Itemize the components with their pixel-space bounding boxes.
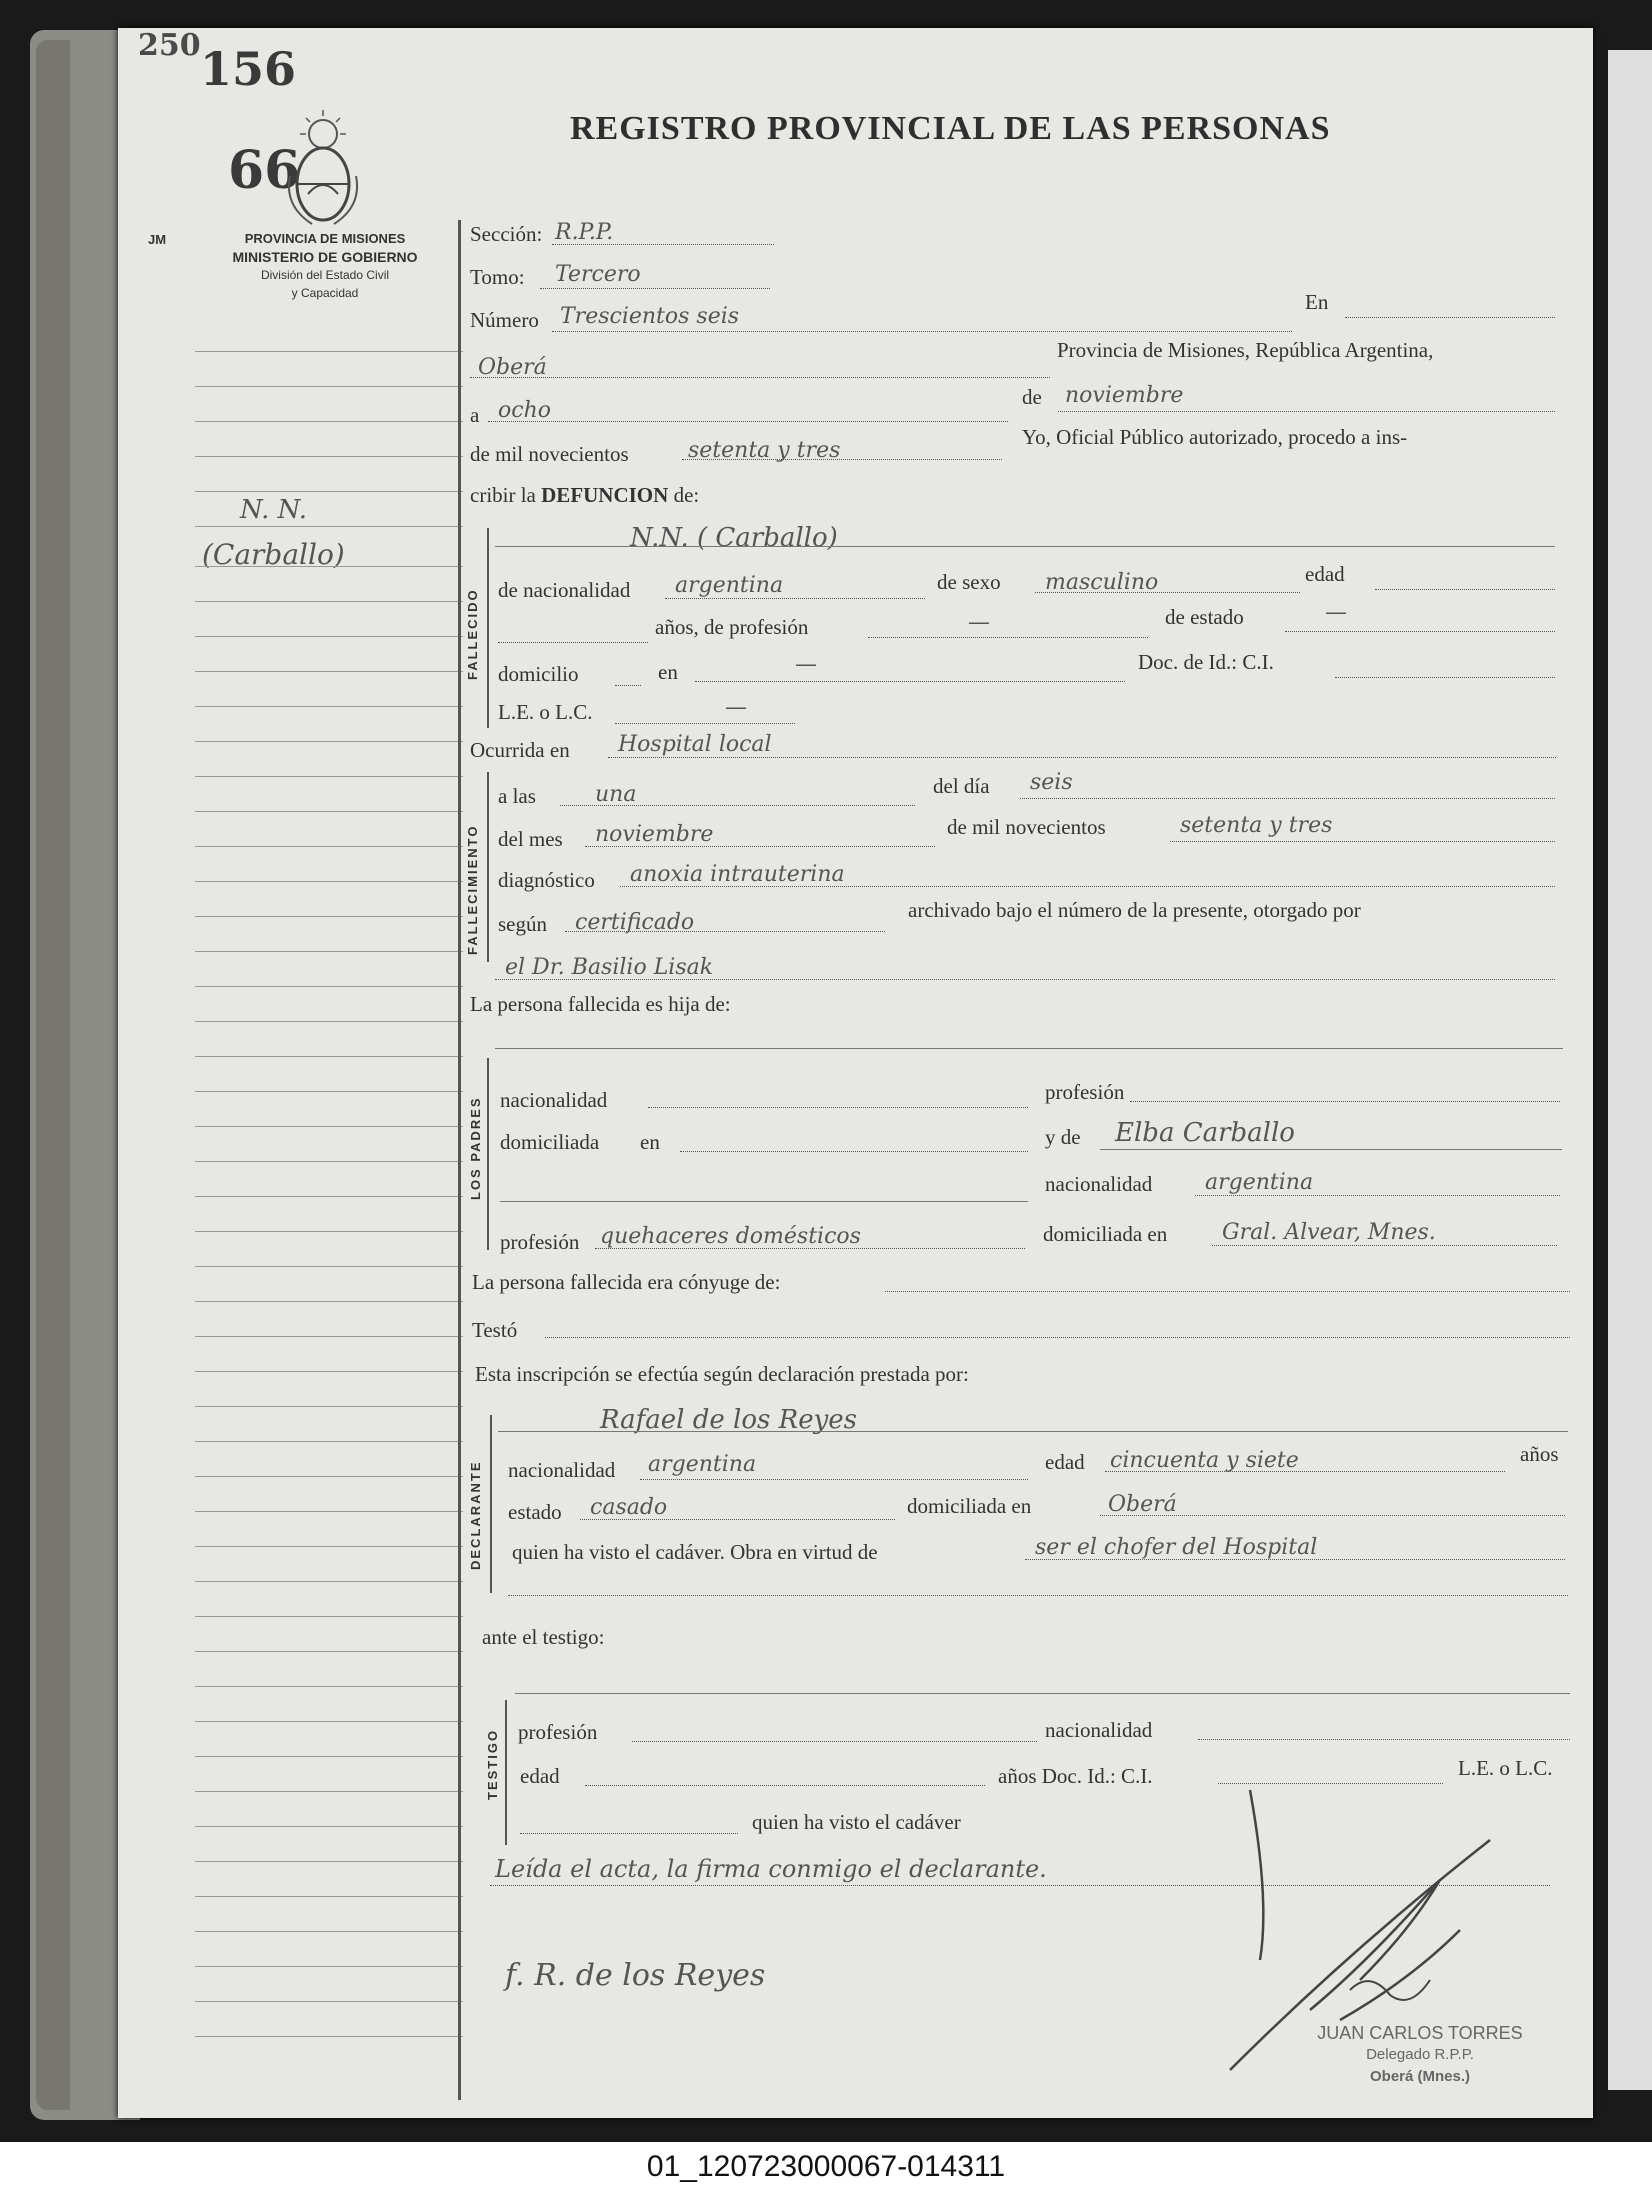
testigo-nacionalidad-label: nacionalidad <box>1045 1718 1153 1742</box>
stamp-line1: JUAN CARLOS TORRES <box>1317 2023 1523 2043</box>
declarante-edad-label: edad <box>1045 1450 1085 1474</box>
madre-value: Elba Carballo <box>1115 1118 1295 1148</box>
fallecido-nacionalidad-label: de nacionalidad <box>498 578 631 602</box>
year-value: setenta y tres <box>688 438 841 463</box>
declarante-domiciliada-value: Oberá <box>1108 1492 1177 1517</box>
fallecido-doc-label: Doc. de Id.: C.I. <box>1138 650 1274 674</box>
ministry-line3: División del Estado Civil <box>260 268 390 282</box>
month-value: noviembre <box>1065 383 1184 408</box>
declarante-side-label: DECLARANTE <box>468 1460 483 1570</box>
fallecido-name-value: N.N. ( Carballo) <box>630 523 838 553</box>
footer-id: 01_120723000067-014311 <box>646 2150 1006 2183</box>
margin-divider <box>458 220 461 2100</box>
stamp-line3: Oberá (Mnes.) <box>1369 2068 1471 2085</box>
place-value: Oberá <box>478 355 547 380</box>
testigo-profesion-label: profesión <box>518 1720 598 1744</box>
anio-label: de mil novecientos <box>947 815 1106 839</box>
fallecido-le-value: — <box>725 695 747 720</box>
anio-value: setenta y tres <box>1180 813 1333 838</box>
official-text: Yo, Oficial Público autorizado, procedo a ins- <box>1022 425 1408 449</box>
numero-label: Número <box>470 308 539 332</box>
madre-nacionalidad-value: argentina <box>1205 1170 1314 1195</box>
declarante-nacionalidad-value: argentina <box>648 1452 757 1477</box>
de-label: de <box>1022 385 1042 409</box>
testigo-anos-doc-label: años Doc. Id.: C.I. <box>998 1764 1153 1788</box>
adjacent-page-edge <box>1608 50 1652 2090</box>
conyuge-label: La persona fallecida era cónyuge de: <box>472 1270 781 1294</box>
declarante-name-value: Rafael de los Reyes <box>600 1405 858 1435</box>
padre-profesion-label: profesión <box>1045 1080 1125 1104</box>
tomo-label: Tomo: <box>470 265 525 289</box>
en-label: En <box>1305 290 1329 314</box>
diag-label: diagnóstico <box>498 868 595 892</box>
segun-value: certificado <box>575 910 695 935</box>
book-spine <box>36 40 70 2110</box>
corner-number: 156 <box>200 42 297 96</box>
declarante-visto-value: ser el chofer del Hospital <box>1035 1535 1318 1560</box>
defuncion-label: DEFUNCION <box>541 483 669 507</box>
stamp-line2: Delegado R.P.P. <box>1366 2046 1474 2063</box>
declarante-anos-label: años <box>1520 1442 1559 1466</box>
fallecido-anos-label: años, de profesión <box>655 615 809 639</box>
declarante-domiciliada-label: domiciliada en <box>907 1494 1032 1518</box>
declarante-estado-label: estado <box>508 1500 562 1524</box>
fallecido-estado-label: de estado <box>1165 605 1244 629</box>
madre-domiciliada-value: Gral. Alvear, Mnes. <box>1222 1220 1436 1245</box>
testigo-le-label: L.E. o L.C. <box>1458 1756 1553 1780</box>
numero-value: Trescientos seis <box>560 304 740 329</box>
fallecido-sexo-value: masculino <box>1045 570 1159 595</box>
ante-testigo-label: ante el testigo: <box>482 1625 605 1649</box>
fallecido-domicilio-label: domicilio <box>498 662 579 686</box>
seccion-label: Sección: <box>470 222 543 246</box>
fallecido-estado-value: — <box>1325 600 1347 625</box>
inscribir-end: de: <box>673 483 700 507</box>
yde-label: y de <box>1045 1125 1081 1149</box>
mes-value: noviembre <box>595 822 714 847</box>
ocurrida-label: Ocurrida en <box>470 738 570 762</box>
fallecido-side-label: FALLECIDO <box>465 588 480 680</box>
madre-profesion-label: profesión <box>500 1230 580 1254</box>
corner-overwrite: 250 <box>138 28 201 63</box>
padre-en-label: en <box>640 1130 660 1154</box>
fallecido-profesion-value: — <box>968 610 990 635</box>
fallecido-edad-label: edad <box>1305 562 1345 586</box>
testigo-visto-label: quien ha visto el cadáver <box>752 1810 961 1834</box>
edge-mark: JM <box>148 232 167 247</box>
declarante-edad-value: cincuenta y siete <box>1110 1448 1299 1473</box>
seccion-value: R.P.P. <box>555 220 614 245</box>
inscribir-label: cribir la <box>470 483 536 507</box>
coat-of-arms-icon <box>282 106 364 228</box>
testigo-edad-label: edad <box>520 1764 560 1788</box>
inscribir-line <box>470 483 699 508</box>
mes-label: del mes <box>498 827 563 851</box>
doctor-value: el Dr. Basilio Lisak <box>505 955 714 980</box>
madre-nacionalidad-label: nacionalidad <box>1045 1172 1153 1196</box>
page-title: REGISTRO PROVINCIAL DE LAS PERSONAS <box>570 110 1331 147</box>
declarante-nacionalidad-label: nacionalidad <box>508 1458 616 1482</box>
fallecido-nacionalidad-value: argentina <box>675 573 784 598</box>
leida-text: Leída el acta, la firma conmigo el declarante. <box>495 1855 1047 1883</box>
folio-number: 66 <box>228 140 301 201</box>
testo-label: Testó <box>472 1318 518 1342</box>
province-text: Provincia de Misiones, República Argentina, <box>1057 338 1434 362</box>
madre-domiciliada-label: domiciliada en <box>1043 1222 1168 1246</box>
official-stamp <box>1270 2022 1570 2088</box>
padre-domiciliada-label: domiciliada <box>500 1130 600 1154</box>
ministry-line4: y Capacidad <box>291 286 359 300</box>
fallecido-le-label: L.E. o L.C. <box>498 700 593 724</box>
testigo-side-label: TESTIGO <box>485 1728 500 1800</box>
declaracion-label: Esta inscripción se efectúa según declaración prestada por: <box>475 1362 969 1386</box>
fallecido-sexo-label: de sexo <box>937 570 1001 594</box>
a-day-value: ocho <box>498 398 551 423</box>
year-label: de mil novecientos <box>470 442 629 466</box>
fallecido-domicilio-value: — <box>795 652 817 677</box>
fallecimiento-side-label: FALLECIMIENTO <box>465 824 480 955</box>
declarante-visto-label: quien ha visto el cadáver. Obra en virtud de <box>512 1540 878 1564</box>
ministry-line2: MINISTERIO DE GOBIERNO <box>232 249 418 265</box>
madre-profesion-value: quehaceres domésticos <box>600 1224 861 1249</box>
declarante-signature: f. R. de los Reyes <box>505 1958 766 1993</box>
a-label: a <box>470 403 480 427</box>
ministry-line1: PROVINCIA DE MISIONES <box>244 231 406 246</box>
hija-label: La persona fallecida es hija de: <box>470 992 731 1016</box>
alas-label: a las <box>498 784 536 808</box>
margin-name-line2: (Carballo) <box>202 538 345 571</box>
tomo-value: Tercero <box>555 262 641 287</box>
dia-label: del día <box>933 774 990 798</box>
alas-value: una <box>595 782 637 807</box>
padres-side-label: LOS PADRES <box>468 1096 483 1200</box>
fallecido-en-label: en <box>658 660 678 684</box>
segun-label: según <box>498 912 547 936</box>
ministry-heading <box>190 230 460 302</box>
diag-value: anoxia intrauterina <box>630 862 845 887</box>
padre-nacionalidad-label: nacionalidad <box>500 1088 608 1112</box>
dia-value: seis <box>1030 770 1073 795</box>
margin-name-line1: N. N. <box>240 495 307 525</box>
declarante-estado-value: casado <box>590 1495 668 1520</box>
archivado-text: archivado bajo el número de la presente, otorgado por <box>908 898 1361 922</box>
ocurrida-value: Hospital local <box>618 732 772 757</box>
